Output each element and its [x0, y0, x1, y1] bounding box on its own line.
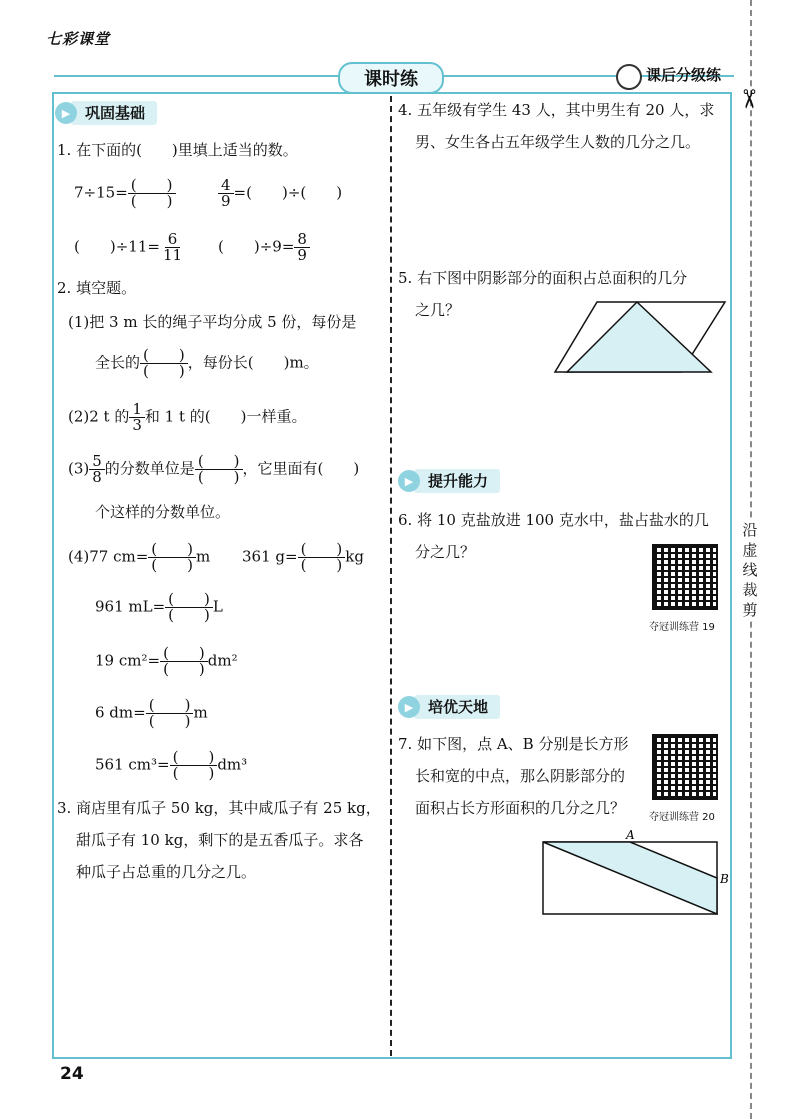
- level-label: 课后分级练: [646, 66, 722, 84]
- q6-line1: 6. 将 10 克盐放进 100 克水中，盐占盐水的几: [398, 511, 709, 529]
- q4-line1: 4. 五年级有学生 43 人，其中男生有 20 人，求: [398, 101, 715, 119]
- point-a-label: A: [626, 828, 635, 842]
- page-number: 24: [60, 1064, 84, 1084]
- q2-p1-line2: 全长的 $\frac{( )}{( )}$ ，每份长( )m。: [95, 346, 319, 380]
- q1-stem: 1. 在下面的( )里填上适当的数。: [57, 141, 298, 159]
- column-divider: [390, 96, 392, 1056]
- section-basic: [55, 100, 157, 126]
- scissors-icon: ✂: [732, 88, 763, 110]
- q2-p4-e: 6 dm= $\frac{( )}{( )}$ m: [95, 696, 208, 730]
- section-basic-label: 巩固基础: [71, 101, 157, 125]
- qr-code-20[interactable]: [652, 734, 718, 800]
- q2-stem: 2. 填空题。: [57, 279, 137, 297]
- q2-p1-line1: (1)把 3 m 长的绳子平均分成 5 份，每份是: [68, 313, 357, 331]
- qr-caption-20: 夺冠训练营 20: [649, 812, 715, 823]
- q1-a: 7÷15= $\frac{( )}{( )}$: [74, 178, 176, 209]
- play-icon: ▶: [398, 470, 420, 492]
- point-b-label: B: [720, 872, 729, 886]
- qr-code-19[interactable]: [652, 544, 718, 610]
- q2-p3: (3) $\frac{5}{8}$ 的分数单位是 $\frac{( )}{( )}$ ，它里面有( ): [68, 452, 360, 486]
- q2-p2: (2)2 t 的 $\frac{1}{3}$ 和 1 t 的( )一样重。: [68, 400, 307, 434]
- q6-line2: 分之几？: [415, 543, 476, 561]
- section-improve-label: 提升能力: [414, 469, 500, 493]
- q2-p4-b: 361 g= $\frac{( )}{( )}$ kg: [242, 540, 364, 574]
- q1-c: ( )÷11= $\frac{6}{11}$: [74, 230, 183, 264]
- q1-b: $\frac{4}{9}$ =( )÷( ): [218, 178, 342, 209]
- q3-line3: 种瓜子占总重的几分之几。: [76, 863, 257, 881]
- q5-line2: 之几？: [415, 301, 461, 319]
- q5-line1: 5. 右下图中阴影部分的面积占总面积的几分: [398, 269, 688, 287]
- q7-line3: 面积占长方形面积的几分之几？: [415, 799, 626, 817]
- q7-line1: 7. 如下图，点 A、B 分别是长方形: [398, 735, 629, 753]
- q1-d: ( )÷9= $\frac{8}{9}$: [218, 232, 310, 263]
- clock-icon: [616, 64, 642, 90]
- q3-line1: 3. 商店里有瓜子 50 kg，其中咸瓜子有 25 kg，: [57, 799, 381, 817]
- q4-line2: 男、女生各占五年级学生人数的几分之几。: [415, 133, 701, 151]
- q2-p4-d: 19 cm²= $\frac{( )}{( )}$ dm²: [95, 644, 238, 678]
- brand-logo: 七彩课堂: [46, 30, 111, 48]
- play-icon: ▶: [55, 102, 77, 124]
- q7-rectangle-figure: [540, 828, 732, 918]
- page-title: 课时练: [338, 62, 444, 94]
- q2-p4-f: 561 cm³= $\frac{( )}{( )}$ dm³: [95, 748, 248, 782]
- q2-p3-line2: 个这样的分数单位。: [95, 503, 231, 521]
- q2-p4-a: (4)77 cm= $\frac{( )}{( )}$ m: [68, 540, 211, 574]
- q5-parallelogram-figure: [553, 300, 727, 376]
- section-excellence: [398, 694, 500, 720]
- section-excellence-label: 培优天地: [414, 695, 500, 719]
- qr-caption-19: 夺冠训练营 19: [649, 622, 715, 633]
- q3-line2: 甜瓜子有 10 kg，剩下的是五香瓜子。求各: [76, 831, 364, 849]
- cut-label: 沿虚线裁剪: [738, 520, 762, 620]
- q2-p4-c: 961 mL= $\frac{( )}{( )}$ L: [95, 590, 223, 624]
- section-improve: [398, 468, 500, 494]
- q7-line2: 长和宽的中点，那么阴影部分的: [415, 767, 626, 785]
- play-icon: ▶: [398, 696, 420, 718]
